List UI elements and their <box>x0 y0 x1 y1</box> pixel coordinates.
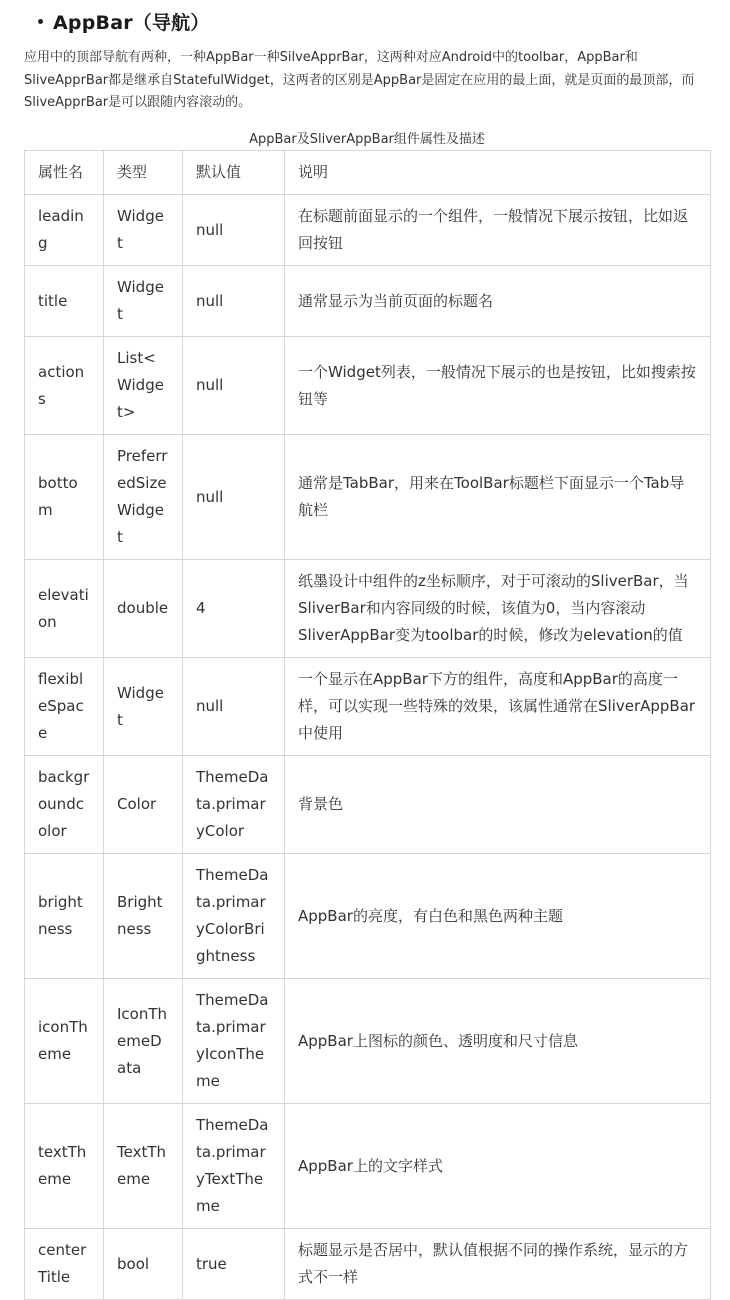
table-row <box>25 854 711 979</box>
description-cell: 背景色 <box>285 756 711 854</box>
type-cell: Widget <box>104 266 183 337</box>
property-name-cell: backgroundcolor <box>25 756 104 854</box>
default-value-cell: null <box>183 658 285 756</box>
property-name-cell: brightness <box>25 854 104 979</box>
intro-paragraph: 应用中的顶部导航有两种，一种AppBar一种SilveApprBar，这两种对应Android中的toolbar，AppBar和SliveApprBar都是继承自StatefulWidget，这两者的区别是AppBar是固定在应用的最上面，就是页面的最顶部，而SliveApprBar是可以跟随内容滚动的。 <box>24 50 695 110</box>
property-name-cell: bottom <box>25 435 104 560</box>
description-cell: 通常显示为当前页面的标题名 <box>285 266 711 337</box>
default-value-cell: true <box>183 1229 285 1300</box>
table-row <box>25 337 711 435</box>
type-cell: Widget <box>104 658 183 756</box>
table-row <box>25 658 711 756</box>
type-cell: PreferredSizeWidget <box>104 435 183 560</box>
default-value-cell: null <box>183 337 285 435</box>
type-cell: Brightness <box>104 854 183 979</box>
table-row <box>25 195 711 266</box>
type-cell: Color <box>104 756 183 854</box>
description-cell: AppBar的亮度，有白色和黑色两种主题 <box>285 854 711 979</box>
table-row <box>25 560 711 658</box>
description-cell: 通常是TabBar，用来在ToolBar标题栏下面显示一个Tab导航栏 <box>285 435 711 560</box>
default-value-cell: ThemeData.primaryTextTheme <box>183 1104 285 1229</box>
header-default-value: 默认值 <box>183 151 285 195</box>
section-heading-row <box>38 6 210 36</box>
property-name-cell: flexibleSpace <box>25 658 104 756</box>
table-header-row <box>25 151 711 195</box>
table-row <box>25 1229 711 1300</box>
description-cell: AppBar上图标的颜色、透明度和尺寸信息 <box>285 979 711 1104</box>
type-cell: IconThemeData <box>104 979 183 1104</box>
default-value-cell: 4 <box>183 560 285 658</box>
section-heading: AppBar（导航） <box>53 11 210 34</box>
default-value-cell: null <box>183 195 285 266</box>
property-name-cell: textTheme <box>25 1104 104 1229</box>
table-row <box>25 979 711 1104</box>
table-caption: AppBar及SliverAppBar组件属性及描述 <box>249 132 485 147</box>
default-value-cell: ThemeData.primaryColor <box>183 756 285 854</box>
property-name-cell: leading <box>25 195 104 266</box>
header-type: 类型 <box>104 151 183 195</box>
table-row <box>25 266 711 337</box>
description-cell: 标题显示是否居中，默认值根据不同的操作系统，显示的方式不一样 <box>285 1229 711 1300</box>
property-name-cell: iconTheme <box>25 979 104 1104</box>
header-description: 说明 <box>285 151 711 195</box>
property-name-cell: centerTitle <box>25 1229 104 1300</box>
property-name-cell: title <box>25 266 104 337</box>
type-cell: double <box>104 560 183 658</box>
description-cell: 一个显示在AppBar下方的组件，高度和AppBar的高度一样，可以实现一些特殊的效果，该属性通常在SliverAppBar中使用 <box>285 658 711 756</box>
type-cell: List<Widget> <box>104 337 183 435</box>
header-property-name: 属性名 <box>25 151 104 195</box>
bullet-icon <box>38 19 43 24</box>
description-cell: 一个Widget列表，一般情况下展示的也是按钮，比如搜索按钮等 <box>285 337 711 435</box>
default-value-cell: null <box>183 266 285 337</box>
description-cell: AppBar上的文字样式 <box>285 1104 711 1229</box>
property-name-cell: elevation <box>25 560 104 658</box>
properties-table <box>24 150 711 1300</box>
table-row <box>25 435 711 560</box>
table-row <box>25 1104 711 1229</box>
description-cell: 纸墨设计中组件的z坐标顺序，对于可滚动的SliverBar，当SliverBar和内容同级的时候，该值为0，当内容滚动SliverAppBar变为toolbar的时候，修改为elevation的值 <box>285 560 711 658</box>
default-value-cell: ThemeData.primaryColorBrightness <box>183 854 285 979</box>
table-row <box>25 756 711 854</box>
type-cell: Widget <box>104 195 183 266</box>
type-cell: TextTheme <box>104 1104 183 1229</box>
type-cell: bool <box>104 1229 183 1300</box>
default-value-cell: ThemeData.primaryIconTheme <box>183 979 285 1104</box>
description-cell: 在标题前面显示的一个组件，一般情况下展示按钮，比如返回按钮 <box>285 195 711 266</box>
default-value-cell: null <box>183 435 285 560</box>
property-name-cell: actions <box>25 337 104 435</box>
